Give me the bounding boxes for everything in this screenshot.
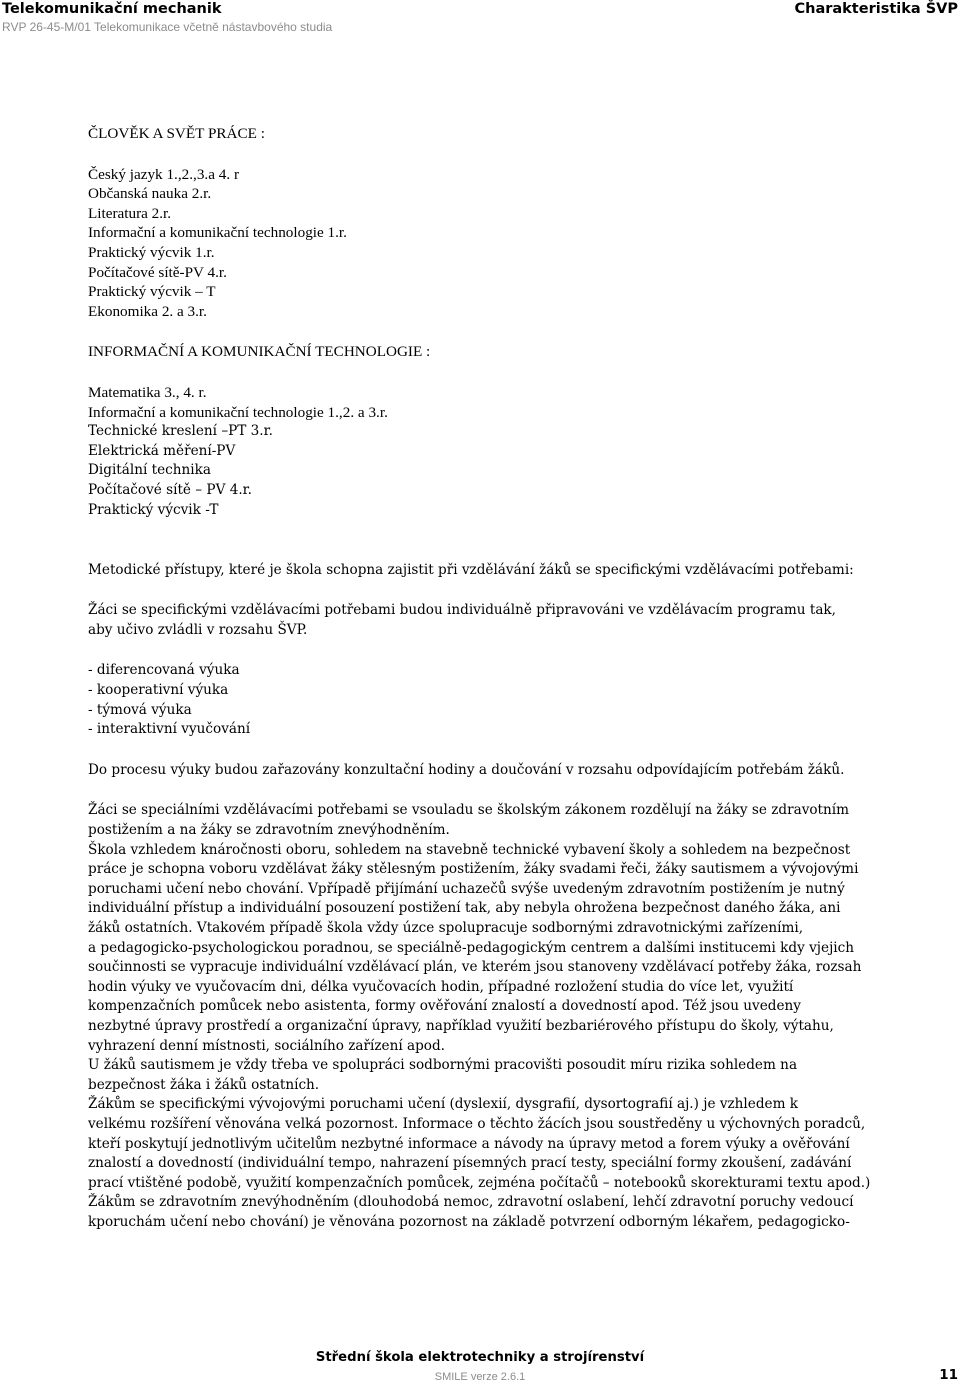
- special-needs-line: prací vtištěné podobě, využití kompenzačních pomůcek, zejména počítačů – notebooků skorekturami textu apod.): [88, 1174, 871, 1191]
- special-needs-line: a pedagogicko-psychologickou poradnou, se speciálně-pedagogickým centrem a dalšími institucemi kdy vjejich: [88, 939, 854, 956]
- block2-heading: INFORMAČNÍ A KOMUNIKAČNÍ TECHNOLOGIE :: [88, 343, 431, 361]
- special-needs-line: hodin výuky ve vyučovacím dni, délka vyučovacích hodin, případné rozložení studia do více let, využití: [88, 978, 794, 995]
- block1-item: Praktický výcvik 1.r.: [88, 243, 215, 261]
- methods-paragraph: Do procesu výuky budou zařazovány konzultační hodiny a doučování v rozsahu odpovídajícím potřebám žáků.: [88, 761, 845, 778]
- block2-item: Elektrická měření-PV: [88, 442, 236, 459]
- special-needs-line: součinnosti se vypracuje individuální vzdělávací plán, ve kterém jsou stanoveny vzdělávací potřeby žáka, rozsah: [88, 959, 862, 976]
- special-needs-line: kteří poskytují jednotlivým učitelům nezbytné informace a návody na úpravy metod a forem výuky a ověřování: [88, 1135, 850, 1152]
- special-needs-line: individuální přístup a individuální posouzení postižení tak, aby nebyla ohrožena bezpečnost daného žáka, ani: [88, 900, 841, 917]
- block2-item: Praktický výcvik -T: [88, 501, 219, 518]
- block1-heading: ČLOVĚK A SVĚT PRÁCE :: [88, 125, 265, 142]
- footer-version: SMILE verze 2.6.1: [434, 1371, 526, 1383]
- methods-list-item: - interaktivní vyučování: [88, 721, 251, 738]
- block1-item: Občanská nauka 2.r.: [88, 185, 212, 203]
- page-header: [0, 0, 960, 40]
- special-needs-line: práce je schopna voboru vzdělávat žáky stělesným postižením, žáky svadami řeči, žáky sautismem a vývojovými: [88, 861, 859, 878]
- special-needs-line: Škola vzhledem knáročnosti oboru, sohledem na stavebně technické vybavení školy a sohledem na bezpečnost: [88, 841, 851, 858]
- block2-item: Digitální technika: [88, 462, 211, 479]
- block1-item: Literatura 2.r.: [88, 204, 172, 222]
- methods-intro: Metodické přístupy, které je škola schopna zajistit při vzdělávání žáků se specifickými vzdělávacími potřebami:: [88, 561, 854, 578]
- block1-item: Český jazyk 1.,2.,3.a 4. r: [88, 165, 239, 183]
- special-needs-line: vyhrazení denní místnosti, sociálního zařízení apod.: [88, 1037, 446, 1054]
- block1-item: Ekonomika 2. a 3.r.: [88, 302, 207, 320]
- page-number: 11: [939, 1367, 958, 1383]
- special-needs-line: Žákům se zdravotním znevýhodněním (dlouhodobá nemoc, zdravotní oslabení, lehčí zdravotní poruchy vedoucí: [88, 1194, 854, 1211]
- footer-school-name: Střední škola elektrotechniky a strojírenství: [315, 1350, 645, 1365]
- block2-item: Matematika 3., 4. r.: [88, 383, 207, 401]
- special-needs-line: U žáků sautismem je vždy třeba ve spolupráci sodbornými pracovišti posoudit míru rizika sohledem na: [88, 1057, 798, 1074]
- block2-item: Počítačové sítě – PV 4.r.: [88, 481, 253, 498]
- special-needs-paragraph: [88, 801, 948, 1232]
- methods-paragraph-line: aby učivo zvládli v rozsahu ŠVP.: [88, 621, 308, 638]
- special-needs-line: Žáci se speciálními vzdělávacími potřebami se vsouladu se školským zákonem rozdělují na žáky se zdravotním: [88, 802, 850, 819]
- document-subtitle: RVP 26-45-M/01 Telekomunikace včetně nástavbového studia: [2, 20, 333, 34]
- special-needs-line: velkému rozšíření věnována velká pozornost. Informace o těchto žácích jsou soustředěny u výchovných poradců,: [88, 1115, 866, 1132]
- special-needs-line: žáků ostatních. Vtakovém případě škola vždy úzce spolupracuje sodbornými zdravotnickými zařízeními,: [88, 920, 804, 936]
- special-needs-line: kporuchám učení nebo chování) je věnována pozornost na základě potvrzení odborným lékařem, pedagogicko-: [88, 1213, 850, 1230]
- methods-list-item: - diferencovaná výuka: [88, 662, 240, 679]
- special-needs-line: Žákům se specifickými vývojovými poruchami učení (dyslexií, dysgrafií, dysortografií aj.) je vzhledem k: [88, 1096, 799, 1113]
- special-needs-line: bezpečnost žáka i žáků ostatních.: [88, 1076, 320, 1093]
- special-needs-line: postižením a na žáky se zdravotním znevýhodněním.: [88, 822, 450, 839]
- special-needs-line: kompenzačních pomůcek nebo asistenta, formy ověřování znalostí a dovedností apod. Též jsou uvedeny: [88, 998, 801, 1015]
- section-title: Charakteristika ŠVP: [794, 1, 958, 17]
- special-needs-line: nezbytné úpravy prostředí a organizační úpravy, například využití bezbariérového přístupu do školy, výtahu,: [88, 1017, 834, 1034]
- document-body: [88, 124, 948, 1233]
- block1-item: Počítačové sítě-PV 4.r.: [88, 263, 227, 281]
- special-needs-line: znalostí a dovedností (individuální tempo, nahrazení písemných prací testy, speciální formy zkoušení, zadávání: [88, 1155, 852, 1172]
- methods-list-item: - týmová výuka: [88, 701, 192, 718]
- block2-item: Technické kreslení –PT 3.r.: [88, 423, 273, 440]
- special-needs-line: poruchami učení nebo chování. Vpřípadě přijímání uchazečů svýše uvedeným zdravotním postižením je nutný: [88, 880, 845, 897]
- block1-item: Praktický výcvik – T: [88, 283, 216, 301]
- block1-item: Informační a komunikační technologie 1.r.: [88, 224, 347, 242]
- document-title: Telekomunikační mechanik: [2, 1, 222, 17]
- block2-item: Informační a komunikační technologie 1.,2. a 3.r.: [88, 403, 388, 421]
- methods-list-item: - kooperativní výuka: [88, 682, 229, 699]
- methods-paragraph-line: Žáci se specifickými vzdělávacími potřebami budou individuálně připravováni ve vzdělávacím programu tak,: [88, 602, 836, 619]
